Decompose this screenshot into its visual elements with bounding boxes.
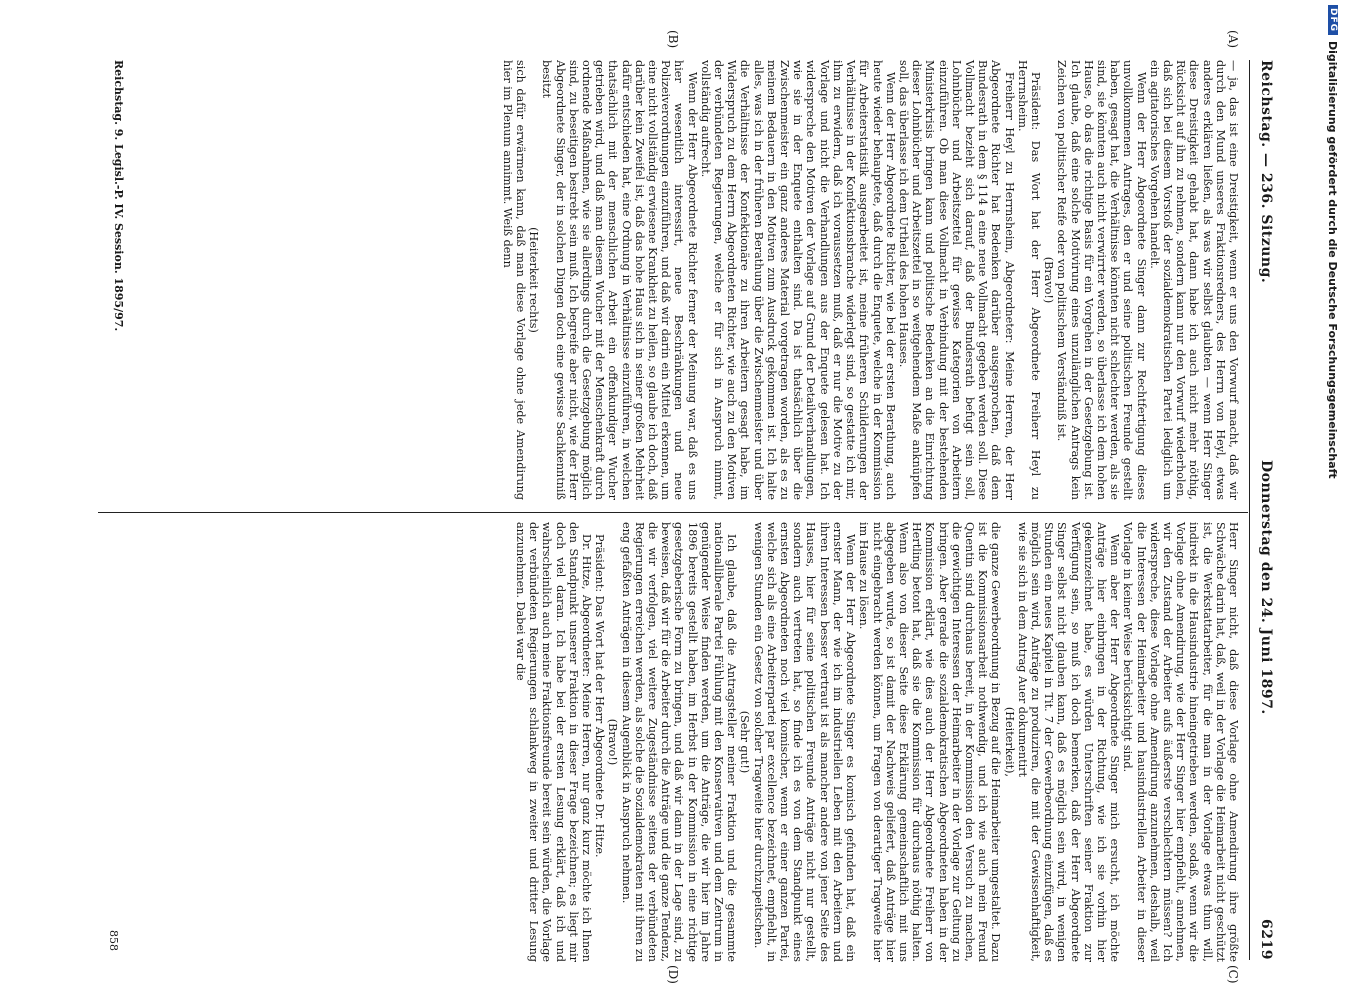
column-divider [98,512,1248,513]
header-rule [1249,60,1250,960]
right-column [514,522,1240,962]
margin-marker-d: (D) [666,965,680,984]
dfg-logo-icon: DFG [1328,5,1338,35]
interjection: (Heiterkeit rechts) [527,227,541,333]
interjection: (Heiterkeit), [1002,706,1016,778]
margin-marker-c: (C) [1226,965,1240,984]
interjection: (Sehr gut!) [738,710,752,774]
header-left: Reichstag. — 236. Sitzung. [1258,60,1274,284]
paragraph: Wenn aber der Herr Abgeordnete Singer mich ersucht, ich möchte Anträge hier einbringen in der Richtung, wie ich sie vorhin hier gekennzeichnet habe, es würden Unterschriften seiner Fraktion zur Verfügung sein, so muß ich doch bemerken, daß der Herr Abgeordnete Singer selbst nicht glauben kann, daß es möglich sein wird, in wenigen Stunden ein neues Kapitel in Tit. 7 der Gewerbeordnung einzufügen, daß es möglich sein wird, Anträge zu produziren, die mit der Gewissenhaftigkeit, wie sie sich in dem Antrag Auer dokumentirt [1015,522,1122,962]
interjection: (Bravo!) [1042,256,1056,304]
footer-page-number: 858 [107,930,120,951]
speaker-paragraph: Dr. Hitze, Abgeordneter: Meine Herren, nur ganz kurz möchte ich Ihnen den Standpunkt unserer Fraktion in dieser Frage bezeichnen; es liegt mir doch viel daran. Ich habe bei der ersten Lesung erklärt, daß ich und wahrscheinlich auch meine Fraktionsfreunde bereit sein würden, die Vorlage der verbündeten Regierungen schlankweg in zweiter und dritter Lesung anzunehmen. Dabei war die [514,522,594,962]
speaker-paragraph: Präsident: Das Wort hat der Herr Abgeordnete Dr. Hitze. [593,534,607,858]
paragraph: die ganze Gewerbeordnung in Bezug auf die Heimarbeiter umgestaltet. Dazu ist die Kommissionsarbeit nothwendig, und ich wie auch mein Freund Quentin sind durchaus bereit, in der Kommission den Versuch zu machen, die gewichtigen Interessen der Heimarbeiter in der Vorlage zur Geltung zu bringen. Aber gerade die sozialdemokratischen Abgeordneten haben in der Kommission erklärt, wie dies auch der Herr Abgeordnete Freiherr von Hertling betont hat, daß sie die Kommission für durchaus nöthig halten. Wenn also von dieser Seite diese Erklärung gemeinschaftlich mit uns abgegeben wurde, so ist damit der Nachweis geliefert, daß Anträge hier nicht eingebracht werden können, um Fragen von derartiger Tragweite hier im Hause zu lösen. [857,522,1003,962]
speaker-paragraph: Präsident: Das Wort hat der Herr Abgeordnete Freiherr Heyl zu Herrnsheim. [1015,60,1042,500]
paragraph: — ja, das ist eine Dreistigkeit, wenn er uns den Vorwurf macht, daß wir durch den Mund unseres Fraktionsredners, des Herrn von Heyl, etwas anderes erklären ließen, als was wir selbst glaubten — wenn Herr Singer diese Dreistigkeit gehabt hat, dann habe ich auch nicht mehr nöthig, Rücksicht auf ihn zu nehmen, sondern kann nur den Vorwurf wiederholen, daß sich bei diesem Vorstoß der sozialdemokratischen Partei lediglich um ein agitatorisches Vorgehen handelt. [1147,60,1240,500]
margin-credit-text: Digitalisierung gefördert durch die Deutsche Forschungsgemeinschaft [1326,41,1340,479]
left-column [501,60,1240,500]
paragraph: Wenn der Herr Abgeordnete Richter ferner der Meinung war, daß es uns hier wesentlich interessirt, neue Beschränkungen und neue Polizeiverordnungen einzuführen, und daß wir darin ein Mittel erkennen, um eine nicht vollständig erwiesene Krankheit zu heilen, so glaube ich doch, daß darüber kein Zweifel ist, daß das hohe Haus sich in seiner großen Mehrheit dafür entschieden hat, eine Ordnung in Verhältnisse einzuführen, in welchen thatsächlich mit der menschlichen Arbeit ein offenkundiger Wucher getrieben wird, und daß man diesem Wucher mit der Menschenkraft durch ordnende Maßnahmen, wie sie allerdings durch die Gesetzgebung möglich sind, zu beseitigen bestrebt sein muß. Ich begreife aber nicht, wie der Herr Abgeordnete Singer, der in solchen Dingen doch eine gewisse Sachkenntniß besitzt [540,60,699,500]
paragraph: Wenn der Herr Abgeordnete Singer es komisch gefunden hat, daß ein ernster Mann, der wie ich im industriellen Leben mit den Arbeitern und ihren Interessen besser vertraut ist als mancher andere von jener Seite des Hauses, hier für seine politischen Freunde Anträge nicht nur gestellt, sondern auch vertreten hat, so finde ich es von dem Standpunkt eines ernsten Abgeordneten noch viel komischer, wenn er einer ganzen Partei, welche sich als eine Arbeiterpartei par excellence bezeichnet, empfiehlt, in wenigen Stunden ein Gesetz von solcher Tragweite hier durchzupeitschen. [751,522,858,962]
rotated-content [80,30,1280,984]
footer-session: Reichstag. 9. Legisl.-P. IV. Session. 1895/97. [112,60,125,332]
paragraph: Wenn der Herr Abgeordnete Richter, wie bei der ersten Berathung, auch heute wieder behauptete, daß durch die Enquete, welche in der Kommission für Arbeiterstatistik ausgearbeitet ist, meine früheren Schilderungen der Verhältnisse in der Konfektionsbranche widerlegt sind, so gestatte ich mir, ihm zu erwidern, daß ich voraussetzen muß, daß er nur die Motive zu der Vorlage und nicht die Verhandlungen aus der Enquete gelesen hat. Ich widerspreche den Motiven der Vorlage auf Grund der Detailverhandlungen, wie sie in der Enquete enthalten sind. Da ist thatsächlich über die Zwischenmeister ein ganz anderes Material vorgetragen worden, als es zu meinem Bedauern in den Motiven zum Ausdruck gekommen ist. Ich halte alles, was ich in der früheren Berathung über die Zwischenmeister und über die Verhältnisse der Konfektionäre zu ihren Arbeitern gesagt habe, im Widerspruch zu dem Herrn Abgeordneten Richter, wie auch zu den Motiven der verbündeten Regierungen, welche er für sich in Anspruch nimmt, vollständig aufrecht. [698,60,897,500]
paragraph: Wenn der Herr Abgeordnete Singer dann zur Rechtfertigung dieses unvollkommenen Antrages, den er und seine politischen Freunde gestellt haben, gesagt hat, die Verhältnisse könnten nicht schlechter werden, als sie sind, sie könnten auch nicht verwirrter werden, so überlasse ich dem hohen Hause, ob das die richtige Basis für ein Vorgehen in der Gesetzgebung ist. Ich glaube, daß eine solche Motivirung eines unzulänglichen Antrags kein Zeichen von politischer Reife oder von politischem Verständniß ist. [1055,60,1148,500]
margin-marker-a: (A) [1226,30,1240,49]
speaker-paragraph: Freiherr Heyl zu Herrnsheim, Abgeordneter: Meine Herren, der Herr Abgeordnete Richter hat Bedenken darüber ausgesprochen, daß dem Bundesrath in dem § 114 a eine neue Vollmacht gegeben werden soll. Diese Vollmacht bezieht sich darauf, daß der Bundesrath befugt sein soll, Lohnbücher und Arbeitszettel für gewisse Kategorien von Arbeitern einzuführen. Ob man diese Vollmacht in Verbindung mit der bestehenden Ministerkrisis bringen kann und politische Bedenken an die Einrichtung dieser Lohnbücher und Arbeitszettel in so weitgehendem Maße anknüpfen soll, das überlasse ich dem Urtheil des hohen Hauses. [896,60,1016,500]
margin-credit-strip [1326,5,1340,1000]
margin-marker-b: (B) [666,30,680,49]
paragraph: sich dafür erwärmen kann, daß man diese Vorlage ohne jede Amendirung hier im Plenum annimmt. Weiß denn [500,60,528,500]
header-page-number: 6219 [1258,919,1274,960]
page-header [1248,60,1280,960]
paragraph: Herr Singer nicht, daß diese Vorlage ohne Amendirung ihre größte Schwäche darin hat, daß, weil in der Vorlage die Heimarbeit nicht geschützt ist, die Werkstattarbeiter, für die man in der Vorlage etwas thun will, indirekt in die Hausindustrie hineingetrieben werden, sodaß, wenn wir die Vorlage ohne Amendirung, wie der Herr Singer hier empfiehlt, annehmen, wir den Zustand der Arbeiter aufs äußerste verschlechtern müssen? Ich widerspreche, diese Vorlage ohne Amendirung anzunehmen, deshalb, weil die Interessen der Heimarbeiter und hausindustriellen Arbeiter in dieser Vorlage in keiner Weise berücksichtigt sind. [1121,522,1240,962]
interjection: (Bravo!) [606,718,620,766]
header-date: Donnerstag den 24. Juni 1897. [1258,460,1274,715]
paragraph: Ich glaube, daß die Antragsteller meiner Fraktion und die gesammte nationalliberale Partei Fühlung mit den Konservativen und dem Zentrum in genügender Weise finden werden, um die Anträge, die wir hier im Jahre 1896 bereits gestellt haben, im Herbst in der Kommission in eine richtige gesetzgeberische Form zu bringen, und daß wir dann in der Lage sind, zu beweisen, daß wir für die Arbeiter durch die Anträge und die ganze Tendenz, die wir verfolgen, viel weitere Zugeständnisse seitens der verbündeten Regierungen erreichen werden, als solche die Sozialdemokraten mit ihren zu eng gefaßten Anträgen in diesem Augenblick in Anspruch nehmen. [619,522,739,962]
